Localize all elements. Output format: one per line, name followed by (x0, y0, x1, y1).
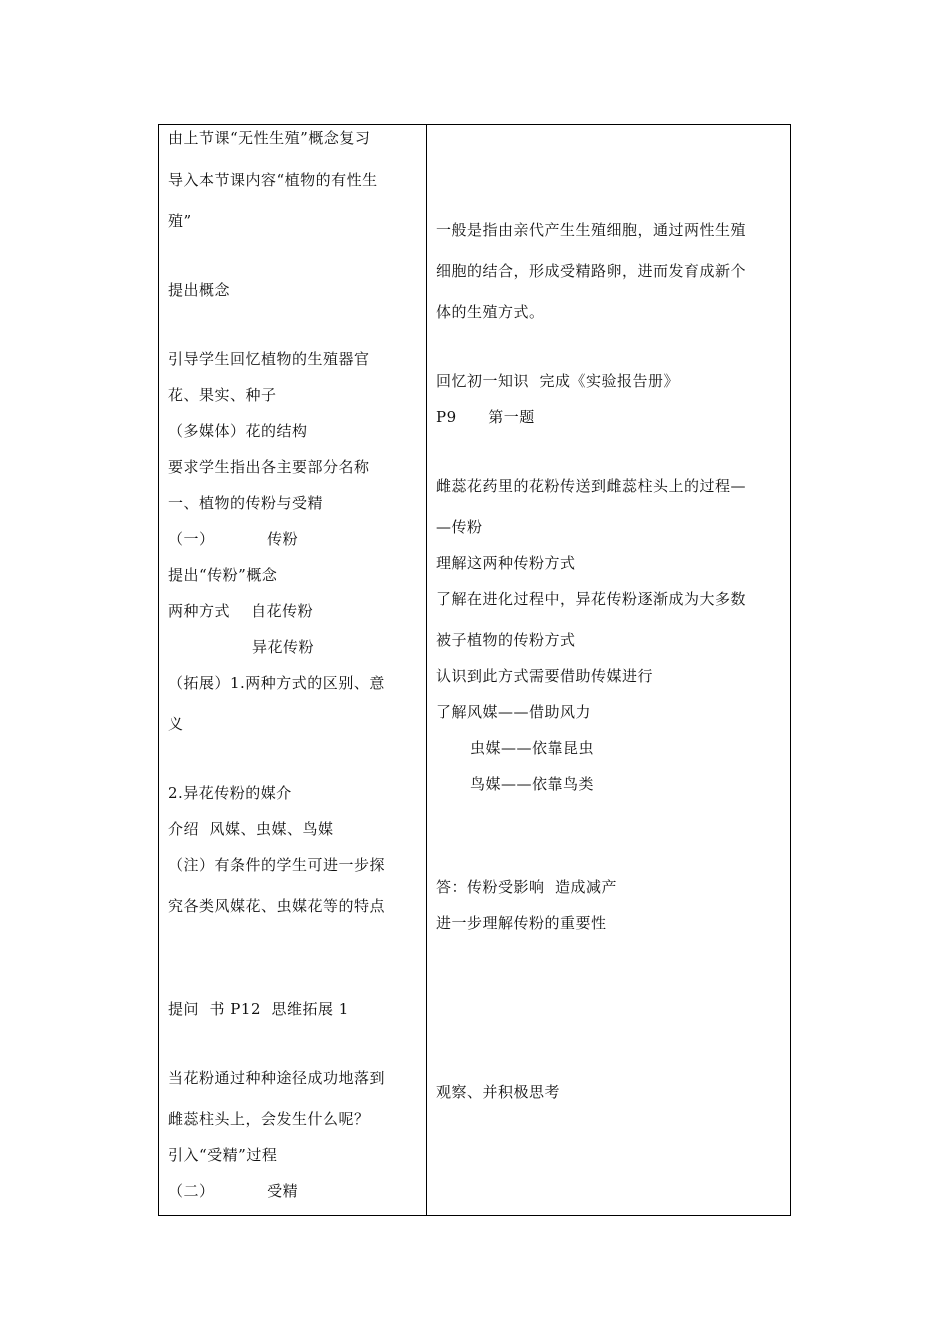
column-divider (426, 124, 427, 1216)
left-line: 一、植物的传粉与受精 (168, 494, 324, 512)
right-line: 细胞的结合，形成受精路卵，进而发育成新个 (436, 262, 747, 280)
left-line: （注）有条件的学生可进一步探 (168, 856, 386, 874)
right-line: 被子植物的传粉方式 (436, 631, 576, 649)
right-line: 鸟媒——依靠鸟类 (470, 775, 595, 793)
left-line: （一） 传粉 (168, 530, 299, 548)
left-line: 提出“传粉”概念 (168, 566, 278, 584)
left-line: 要求学生指出各主要部分名称 (168, 458, 370, 476)
left-line: 花、果实、种子 (168, 386, 277, 404)
left-line: 由上节课“无性生殖”概念复习 (168, 129, 371, 147)
right-line: 一般是指由亲代产生生殖细胞，通过两性生殖 (436, 221, 747, 239)
left-line: 异花传粉 (252, 638, 315, 656)
left-line: （多媒体）花的结构 (168, 422, 308, 440)
right-line: 观察、并积极思考 (436, 1083, 561, 1101)
left-line: 殖” (168, 212, 192, 230)
right-line: 认识到此方式需要借助传媒进行 (436, 667, 654, 685)
left-line: 当花粉通过种种途径成功地落到 (168, 1069, 386, 1087)
left-line: 提问 书 P12 思维拓展 1 (168, 1000, 349, 1018)
left-line: 介绍 风媒、虫媒、鸟媒 (168, 820, 334, 838)
left-line: 究各类风媒花、虫媒花等的特点 (168, 897, 386, 915)
right-line: —传粉 (436, 518, 483, 536)
left-line: 提出概念 (168, 281, 231, 299)
left-line: 引导学生回忆植物的生殖器官 (168, 350, 370, 368)
left-line: 义 (168, 715, 184, 733)
right-line: P9 第一题 (436, 408, 535, 426)
left-line: 2.异花传粉的媒介 (168, 784, 292, 802)
right-line: 了解在进化过程中，异花传粉逐渐成为大多数 (436, 590, 747, 608)
left-line: 引入“受精”过程 (168, 1146, 278, 1164)
right-line: 虫媒——依靠昆虫 (470, 739, 595, 757)
right-line: 雌蕊花药里的花粉传送到雌蕊柱头上的过程— (436, 477, 747, 495)
left-line: （二） 受精 (168, 1182, 299, 1200)
right-line: 回忆初一知识 完成《实验报告册》 (436, 372, 680, 390)
right-line: 体的生殖方式。 (436, 303, 545, 321)
right-line: 进一步理解传粉的重要性 (436, 914, 607, 932)
left-line: 雌蕊柱头上，会发生什么呢？ (168, 1110, 370, 1128)
right-line: 答：传粉受影响 造成减产 (436, 878, 618, 896)
left-line: （拓展）1.两种方式的区别、意 (168, 674, 385, 692)
left-line: 两种方式 自花传粉 (168, 602, 314, 620)
left-line: 导入本节课内容“植物的有性生 (168, 171, 378, 189)
right-line: 理解这两种传粉方式 (436, 554, 576, 572)
right-line: 了解风媒——借助风力 (436, 703, 592, 721)
